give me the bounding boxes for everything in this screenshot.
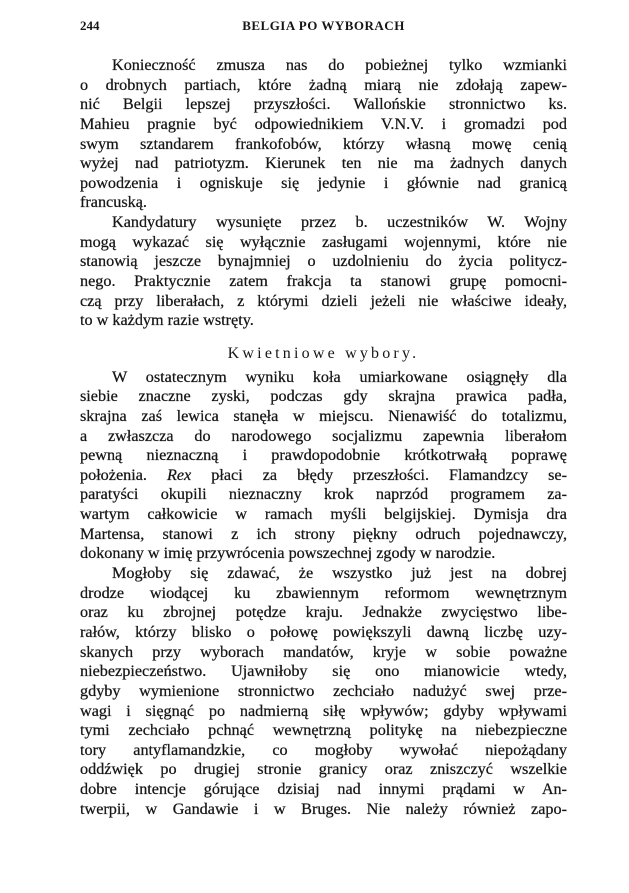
text-line: Mogłoby się zdawać, że wszystko już jest na dobrej (112, 564, 567, 583)
text-line: Kandydatury wysunięte przez b. uczestników W. Wojny (112, 213, 567, 232)
text-line: Mahieu pragnie być odpowiednikiem V.N.V. i gromadzi pod (80, 114, 567, 133)
text-line: oraz ku zbrojnej potędze kraju. Jednakże zwycięstwo libe- (80, 603, 567, 622)
text-line: rałów, którzy blisko o połowę powiększyli dawną liczbę uzy- (80, 622, 567, 641)
text-line: o drobnych partiach, które żadną miarą nie zdołają zapew- (80, 75, 567, 94)
text-line: mogą wykazać się wyłącznie zasługami wojennymi, które nie (80, 232, 567, 251)
text-line: Konieczność zmusza nas do pobieżnej tylko wzmianki (112, 56, 567, 74)
text-line: wartym całkowicie w ramach myśli belgijskiej. Dymisja dra (80, 505, 567, 524)
text-line: niebezpieczeństwo. Ujawniłoby się ono mianowicie wtedy, (80, 662, 567, 681)
text-line: drodze wiodącej ku zbawiennym reformom wewnętrznym (80, 583, 567, 602)
running-title: BELGIA PO WYBORACH (242, 18, 405, 33)
text-line: tory antyflamandzkie, co mogłoby wywołać niepożądany (80, 740, 567, 759)
text-line: powodzenia i ogniskuje się jedynie i głównie nad granicą (80, 173, 567, 192)
text-line: siebie znaczne zyski, podczas gdy skrajna prawica padła, (80, 387, 567, 406)
text-line: paratyści okupili nieznaczny krok naprzód programem za- (80, 485, 567, 504)
text-line: oddźwięk po drugiej stronie granicy oraz zniszczyć wszelkie (80, 760, 567, 779)
text-line: tymi zechciało pchnąć wewnętrzną politykę na niebezpieczne (80, 721, 567, 740)
text-segment: płaci za błędy przeszłości. Flamandzcy se- (191, 465, 567, 484)
body-text (80, 56, 567, 819)
text-line: dobre intencje górujące dzisiaj nad innymi prądami w An- (80, 780, 567, 799)
text-segment: położenia. (80, 465, 167, 484)
italic-term: Rex (166, 465, 192, 484)
page-number: 244 (80, 18, 100, 33)
text-line: skrajna zaś lewica stanęła w miejscu. Nienawiść do totalizmu, (80, 406, 567, 425)
text-line: W ostatecznym wyniku koła umiarkowane osiągnęły dla (112, 367, 567, 386)
text-line: a zwłaszcza do narodowego socjalizmu zapewnia liberałom (80, 426, 567, 445)
paragraph (80, 56, 567, 213)
text-line: francuską. (80, 193, 147, 212)
text-line: wyżej nad patriotyzm. Kierunek ten nie ma żadnych danych (80, 154, 567, 173)
paragraph (80, 564, 567, 819)
text-line: gdyby wymienione stronnictwo zechciało nadużyć swej prze- (80, 681, 567, 700)
text-line: pewną nieznaczną i prawdopodobnie krótkotrwałą poprawę (80, 446, 567, 465)
text-line: to w każdym razie wstręty. (80, 311, 254, 330)
page-header (80, 18, 567, 38)
text-line: skanych przy wyborach mandatów, kryje w sobie poważne (80, 642, 567, 661)
text-line (80, 466, 567, 486)
text-line: twerpii, w Gandawie i w Bruges. Nie należy również zapo- (80, 799, 567, 818)
paragraph (80, 368, 567, 564)
text-line: swym sztandarem frankofobów, którzy własną mowę cenią (80, 134, 567, 153)
text-line: nić Belgii lepszej przyszłości. Wallońskie stronnictwo ks. (80, 95, 567, 114)
text-line: wagi i sięgnąć po nadmierną siłę wpływów; gdyby wpływami (80, 701, 567, 720)
paragraph (80, 213, 567, 331)
text-line: czą przy liberałach, z którymi dzieli jeżeli nie właściwe ideały, (80, 291, 567, 310)
text-line: dokonany w imię przywrócenia powszechnej zgody w narodzie. (80, 544, 496, 563)
section-heading: Kwietniowe wybory. (227, 344, 420, 362)
text-line: Martensa, stanowi z ich strony piękny odruch pojednawczy, (80, 524, 567, 543)
text-line: nego. Praktycznie zatem frakcja ta stanowi grupę pomocni- (80, 272, 567, 291)
text-line: stanowią jeszcze bynajmniej o uzdolnieniu do życia politycz- (80, 252, 567, 271)
